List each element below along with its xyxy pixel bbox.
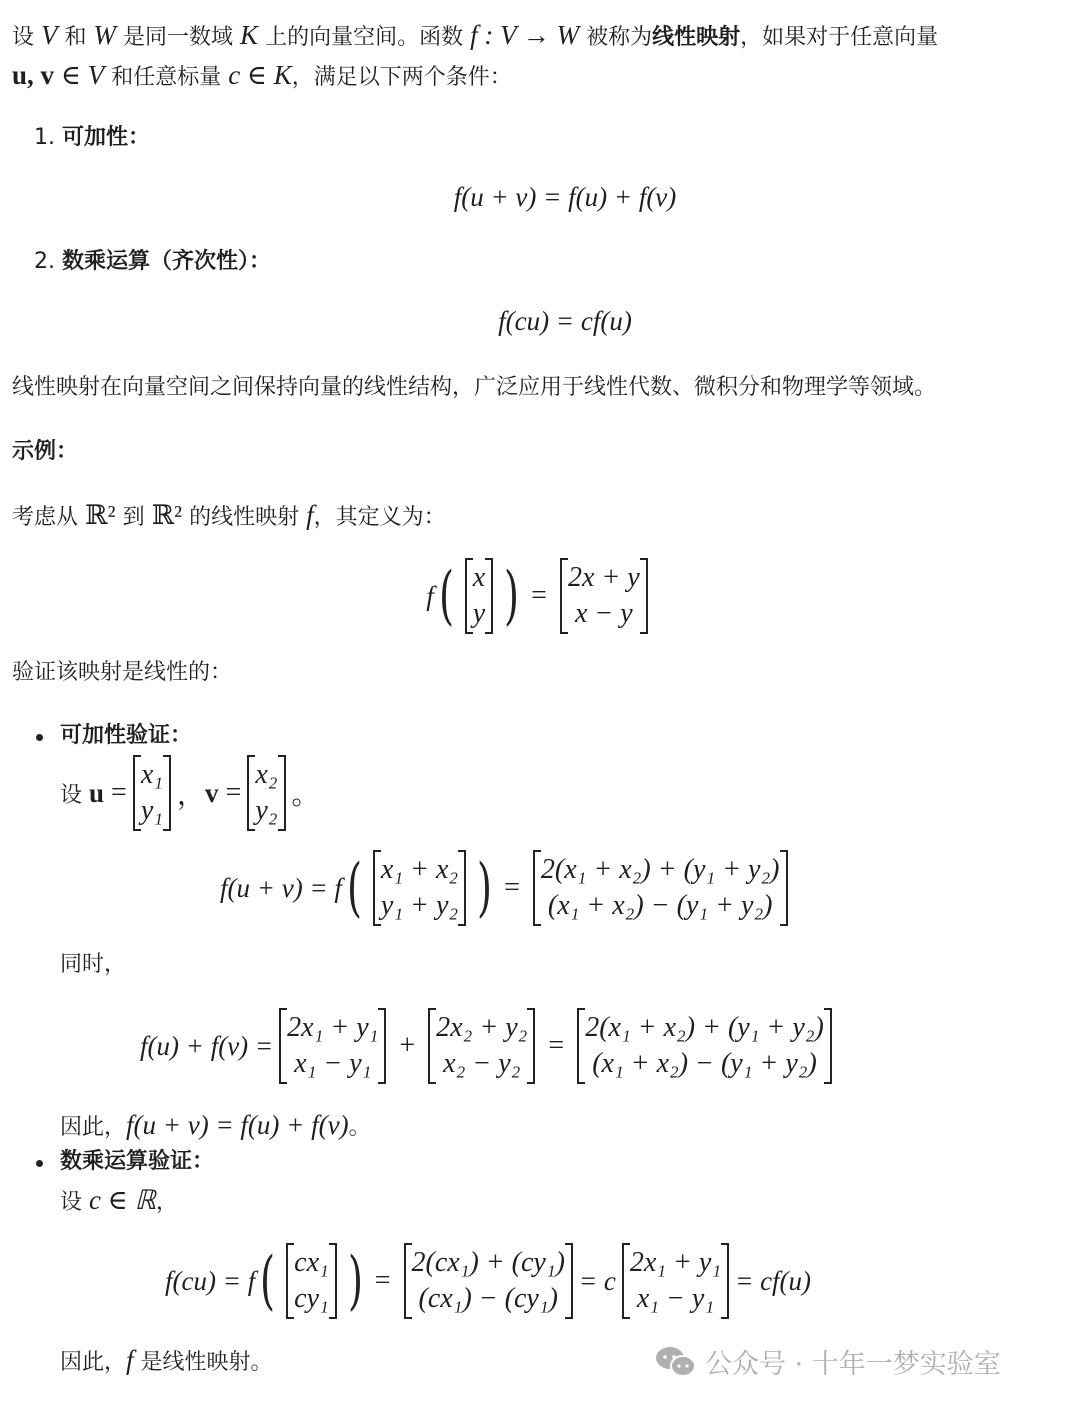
uv-definition	[60, 755, 320, 831]
additivity-conclusion	[60, 1110, 371, 1143]
math: +	[399, 1030, 416, 1061]
cell: x − y	[574, 598, 633, 629]
sum-formula: f(u) + f(v) = 2x₁ + y₁ x₁ − y₁ + 2x₂ + y₂ x₂ − y₂ = 2(x₁ + x₂) + (y₁ + y₂) (x₁ + x₂) − (y₁ + y₂)	[140, 1008, 838, 1084]
math: =	[531, 580, 547, 611]
c-definition	[60, 1185, 178, 1218]
verify-text: 验证该映射是线性的：	[12, 660, 233, 685]
cell: (cx₁) − (cy₁)	[418, 1283, 558, 1314]
wechat-icon	[655, 1345, 697, 1379]
meanwhile-text: 同时，	[60, 952, 127, 977]
homogeneity-formula: f(cu) = f ( cx₁ cy₁ ) = 2(cx₁) + (cy₁) (cx₁) − (cy₁) = c 2x₁ + y₁ x₁ − y₁ = cf(u)	[165, 1244, 812, 1318]
homogeneity-title: 数乘运算验证：	[60, 1149, 215, 1174]
text: 到	[122, 505, 145, 530]
cell: 2(cx₁) + (cy₁)	[411, 1247, 565, 1278]
intro-line-1	[12, 20, 938, 53]
cell: y	[472, 598, 486, 629]
formula-homogeneity	[0, 306, 1080, 337]
math: ℝ²	[85, 500, 116, 530]
math: v	[205, 777, 219, 808]
text: 是同一数域	[123, 25, 234, 50]
additivity-formula: f(u + v) = f ( x₁ + x₂ y₁ + y₂ ) = 2(x₁ + x₂) + (y₁ + y₂) (x₁ + x₂) − (y₁ + y₂)	[220, 850, 794, 926]
summary: 线性映射在向量空间之间保持向量的线性结构，广泛应用于线性代数、微积分和物理学等领域。	[12, 375, 937, 400]
matrix	[247, 755, 285, 831]
homogeneity-conclusion	[60, 1345, 273, 1378]
math: = cf(u)	[735, 1265, 812, 1296]
text: 和任意标量	[111, 65, 222, 90]
math: =	[111, 777, 127, 808]
math: f : V → W	[470, 20, 580, 50]
matrix	[404, 1243, 573, 1319]
text: 设	[60, 1190, 83, 1215]
cell: x₂	[255, 759, 278, 790]
math: f(cu) = f	[165, 1265, 256, 1296]
text: ，	[155, 1190, 178, 1215]
text: 因此，	[60, 1350, 127, 1375]
cell: x₁	[140, 759, 164, 790]
math: K	[240, 20, 259, 50]
cell: (x₁ + x₂) − (y₁ + y₂)	[592, 1048, 817, 1079]
matrix	[373, 850, 466, 926]
math: V	[41, 20, 58, 50]
math: f(u + v) = f	[220, 872, 342, 903]
cell: 2(x₁ + x₂) + (y₁ + y₂)	[585, 1012, 824, 1043]
condition-2	[34, 247, 271, 277]
math: =	[225, 777, 242, 808]
matrix	[577, 1008, 832, 1084]
math: f(u) + f(v) =	[140, 1030, 274, 1061]
bullet	[36, 734, 43, 741]
text: 因此，	[60, 1115, 127, 1140]
cell: x₁ + x₂	[380, 854, 459, 885]
matrix	[533, 850, 788, 926]
cell: 2x₁ + y₁	[629, 1247, 722, 1278]
matrix	[622, 1243, 729, 1319]
text: 。	[348, 1115, 371, 1140]
math: u, v	[12, 60, 55, 90]
cell: x₁ − y₁	[636, 1283, 715, 1314]
math: f(u + v) = f(u) + f(v)	[126, 1110, 349, 1140]
math: f	[426, 580, 434, 611]
cell: y₂	[255, 795, 278, 826]
cell: cx₁	[294, 1247, 329, 1278]
text: 的线性映射	[189, 505, 300, 530]
paren: )	[504, 559, 520, 633]
text: 设	[12, 25, 35, 50]
cell: x₁ − y₁	[294, 1048, 372, 1079]
math: c ∈ ℝ	[89, 1185, 156, 1215]
math: u	[89, 777, 105, 808]
example-intro	[12, 500, 446, 533]
intro-line-2	[12, 60, 512, 93]
cell: y₁	[140, 795, 164, 826]
matrix	[286, 1243, 337, 1319]
bullet	[36, 1160, 43, 1167]
math: ∈ V	[61, 60, 105, 90]
condition-title: 可加性：	[62, 125, 151, 150]
text: 被称为	[586, 25, 653, 50]
text: 。	[291, 780, 320, 811]
cell: 2x₂ + y₂	[436, 1012, 528, 1043]
matrix	[133, 755, 171, 831]
additivity-title: 可加性验证：	[60, 723, 193, 748]
cell: 2x₁ + y₁	[287, 1012, 379, 1043]
list-number: 2.	[34, 249, 55, 274]
list-number: 1.	[34, 125, 55, 150]
paren: )	[347, 1244, 363, 1318]
cell: x	[472, 562, 486, 593]
text: 上的向量空间。函数	[265, 25, 464, 50]
math: W	[93, 20, 117, 50]
math: = c	[578, 1265, 616, 1296]
definition-formula	[0, 558, 1080, 634]
watermark	[655, 1342, 1001, 1381]
text: ，满足以下两个条件：	[291, 65, 512, 90]
math: f(u + v) = f(u) + f(v)	[453, 182, 677, 212]
example-heading: 示例：	[12, 439, 79, 464]
text: 设	[60, 782, 83, 808]
matrix	[279, 1008, 386, 1084]
math: f(cu) = cf(u)	[498, 306, 632, 336]
paren: (	[346, 851, 362, 925]
paren: (	[438, 559, 454, 633]
condition-title: 数乘运算（齐次性）：	[62, 249, 272, 274]
cell: y₁ + y₂	[380, 890, 459, 921]
cell: x₂ − y₂	[443, 1048, 521, 1079]
cell: (x₁ + x₂) − (y₁ + y₂)	[547, 890, 773, 921]
math: c ∈ K	[228, 60, 292, 90]
watermark-text: 公众号 · 十年一梦实验室	[705, 1349, 1001, 1380]
text: 考虑从	[12, 505, 79, 530]
condition-1	[34, 123, 150, 153]
cell: 2(x₁ + x₂) + (y₁ + y₂)	[540, 854, 780, 885]
cell: cy₁	[294, 1283, 329, 1314]
text: ，如果对于任意向量	[740, 25, 939, 50]
math: ℝ²	[151, 500, 183, 530]
paren: )	[477, 851, 493, 925]
cell: 2x + y	[567, 562, 640, 593]
math: f	[126, 1345, 134, 1375]
matrix	[465, 558, 493, 634]
text: 和	[64, 25, 87, 50]
math: f	[306, 500, 314, 530]
text: ，	[177, 780, 206, 811]
paren: (	[260, 1244, 276, 1318]
matrix	[428, 1008, 535, 1084]
text: 是线性映射。	[140, 1350, 273, 1375]
text: ，其定义为：	[313, 505, 446, 530]
formula-additivity	[0, 182, 1080, 213]
bold-term: 线性映射	[652, 25, 741, 50]
matrix	[560, 558, 648, 634]
